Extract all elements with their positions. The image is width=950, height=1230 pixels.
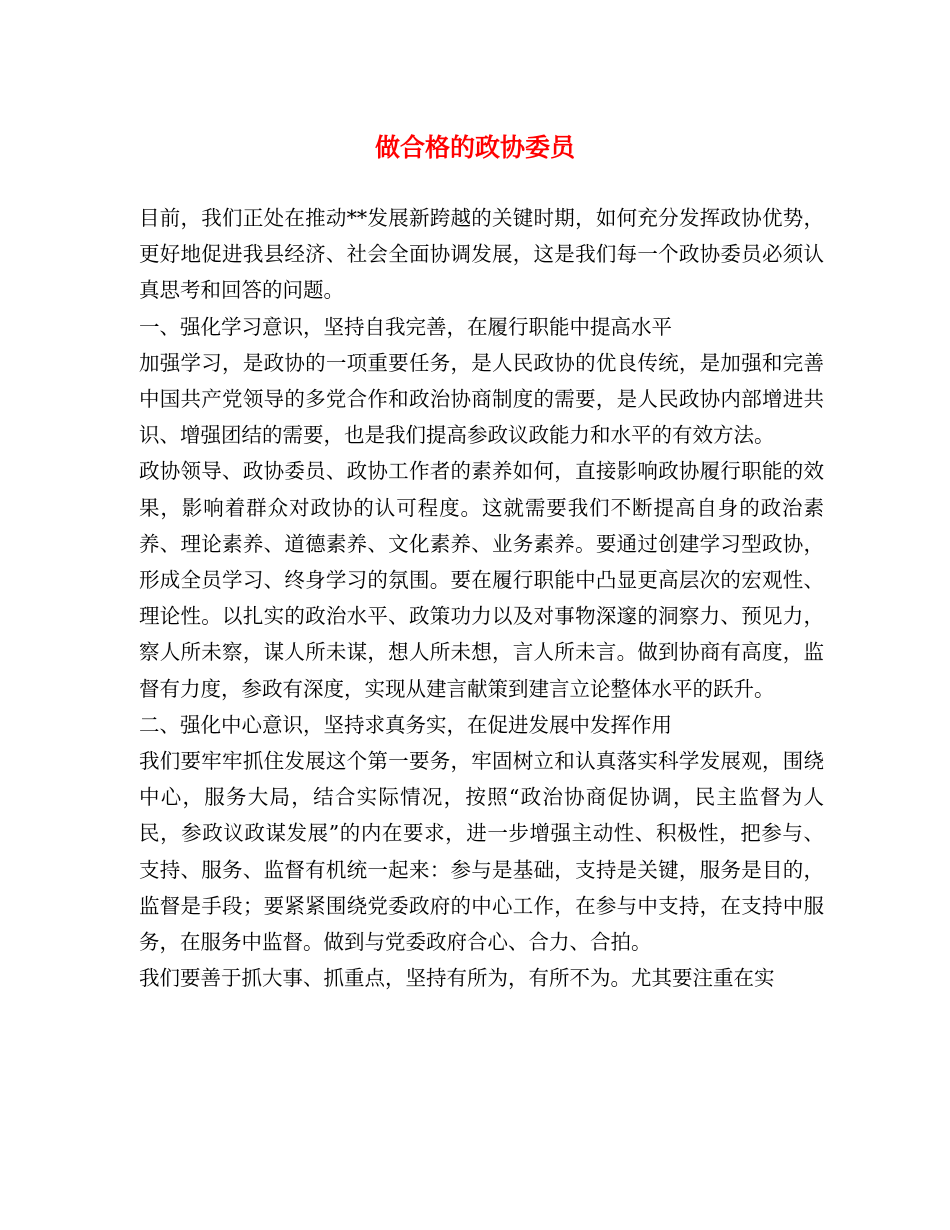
paragraph-learning: 加强学习，是政协的一项重要任务，是人民政协的优良传统，是加强和完善中国共产党领导的多党合作和政治协商制度的需要，是人民政协内部增进共识、增强团结的需要，也是我们提高参政议政能力和水平的有效方法。 bbox=[139, 350, 824, 448]
document-title: 做合格的政协委员 bbox=[374, 133, 575, 162]
paragraph-development: 我们要牢牢抓住发展这个第一要务，牢固树立和认真落实科学发展观，围绕中心，服务大局，结合实际情况，按照“政治协商促协调，民主监督为人民，参政议政谋发展”的内在要求，进一步增强主动性、积极性，把参与、支持、服务、监督有机统一起来：参与是基础，支持是关键，服务是目的，监督是手段；要紧紧围绕党委政府的中心工作，在参与中支持，在支持中服务，在服务中监督。做到与党委政府合心、合力、合拍。 bbox=[139, 749, 824, 955]
section-heading-2: 二、强化中心意识，坚持求真务实，在促进发展中发挥作用 bbox=[139, 712, 672, 737]
section-heading-1: 一、强化学习意识，坚持自我完善，在履行职能中提高水平 bbox=[139, 314, 672, 339]
paragraph-intro: 目前，我们正处在推动**发展新跨越的关键时期，如何充分发挥政协优势，更好地促进我县经济、社会全面协调发展，这是我们每一个政协委员必须认真思考和回答的问题。 bbox=[139, 206, 824, 303]
paragraph-literacy: 政协领导、政协委员、政协工作者的素养如何，直接影响政协履行职能的效果，影响着群众对政协的认可程度。这就需要我们不断提高自身的政治素养、理论素养、道德素养、文化素养、业务素养。要通过创建学习型政协，形成全员学习、终身学习的氛围。要在履行职能中凸显更高层次的宏观性、理论性。以扎实的政治水平、政策功力以及对事物深邃的洞察力、预见力，察人所未察，谋人所未谋，想人所未想，言人所未言。做到协商有高度，监督有力度，参政有深度，实现从建言献策到建言立论整体水平的跃升。 bbox=[139, 459, 824, 701]
paragraph-priorities: 我们要善于抓大事、抓重点，坚持有所为，有所不为。尤其要注重在实 bbox=[139, 966, 775, 991]
document-body bbox=[139, 200, 824, 996]
